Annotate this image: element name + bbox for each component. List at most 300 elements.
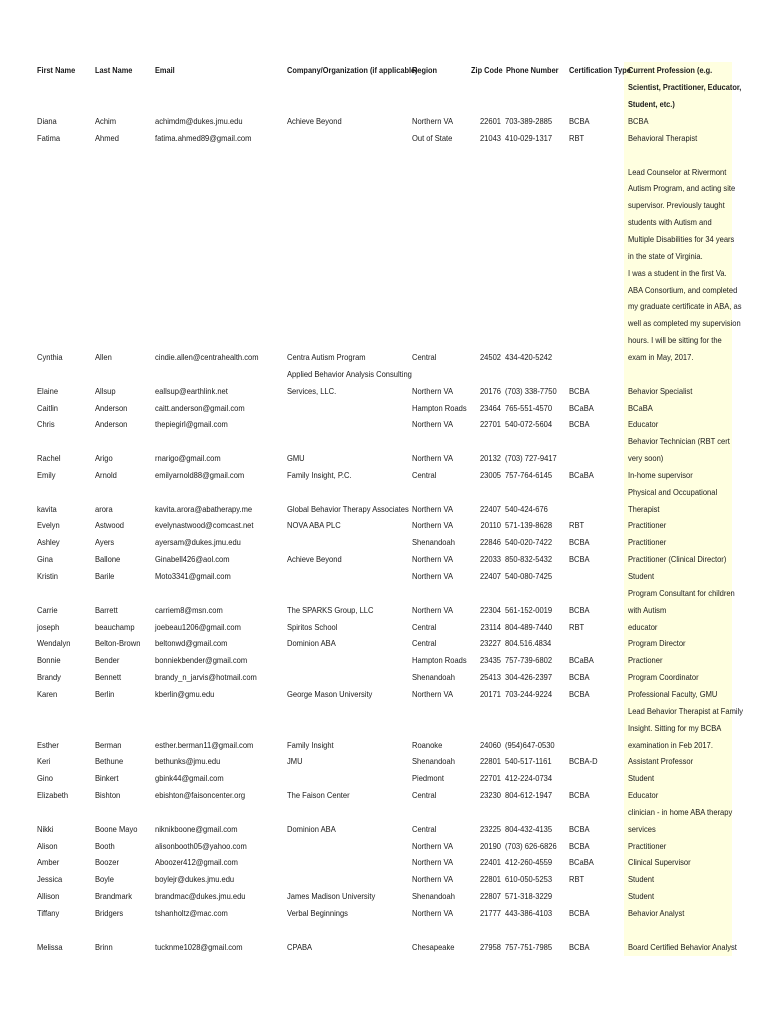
cell-zip-code: 22033 [479,554,501,565]
cell-first-name: Jessica [37,874,63,885]
cell-current-profession: Educator [628,790,659,800]
profession-line [0,130,770,147]
cell-last-name: Booth [95,840,115,851]
profession-line [0,315,770,332]
cell-first-name: Bonnie [37,655,61,666]
cell-email: carriem8@msn.com [155,604,223,615]
cell-current-profession: Practitioner [628,520,667,531]
cell-current-profession: Board Certified Behavior Analyst [628,941,737,952]
cell-first-name: Evelyn [37,520,60,531]
header-certification-type: Certification Type [569,65,631,75]
cell-first-name: Rachel [37,453,61,463]
header-email: Email [155,65,175,75]
cell-region: Piedmont [412,773,444,784]
cell-region: Northern VA [412,419,454,430]
cell-email: gbink44@gmail.com [155,773,224,784]
cell-current-profession: Educator [628,419,659,430]
cell-company: Verbal Beginnings [287,908,348,918]
cell-last-name: Ahmed [95,132,119,143]
cell-current-profession: Practitioner (Clinical Director) [628,554,727,565]
cell-zip-code: 21777 [479,908,501,918]
cell-current-profession: Student [628,874,655,885]
profession-line [0,197,770,214]
cell-zip-code: 20176 [479,385,501,396]
cell-phone-number: (954)647-0530 [505,739,555,750]
cell-first-name: Chris [37,419,55,430]
cell-certification-type: RBT [569,132,585,143]
cell-certification-type: BCBA [569,908,590,918]
cell-email: bethunks@jmu.edu [155,756,221,767]
cell-email: Ginabell426@aol.com [155,554,230,565]
cell-first-name: Emily [37,469,56,480]
cell-zip-code: 23230 [479,790,501,800]
cell-email: esther.berman11@gmail.com [155,739,254,750]
profession-line [0,113,770,130]
cell-phone-number: 703-389-2885 [505,116,553,126]
cell-certification-type: BCBA-D [569,756,598,767]
cell-phone-number: 540-020-7422 [505,537,553,548]
cell-email: beltonwd@gmail.com [155,638,228,649]
cell-first-name: Alison [37,840,58,851]
cell-region: Northern VA [412,520,454,531]
cell-last-name: Achim [95,116,117,126]
profession-line [0,787,770,804]
cell-zip-code: 23227 [479,638,501,649]
cell-phone-number: 757-764-6145 [505,469,553,480]
cell-zip-code: 20132 [479,453,501,463]
cell-phone-number: 571-318-3229 [505,891,553,902]
cell-company: George Mason University [287,688,373,699]
cell-company: JMU [287,756,303,767]
cell-last-name: Barile [95,571,115,581]
cell-zip-code: 22801 [479,756,501,767]
profession-line [0,602,770,619]
cell-company: Dominion ABA [287,638,336,649]
cell-email: ebishton@faisoncenter.org [155,790,246,800]
cell-email: cindie.allen@centrahealth.com [155,351,259,362]
cell-phone-number: 540-517-1161 [505,756,552,767]
cell-zip-code: 20190 [479,840,501,851]
profession-line [0,854,770,871]
cell-last-name: Berlin [95,688,115,699]
cell-certification-type: BCBA [569,604,590,615]
cell-last-name: Bridgers [95,908,124,918]
cell-certification-type: BCBA [569,688,590,699]
profession-line [0,821,770,838]
cell-company: Global Behavior Therapy Associates [287,503,409,514]
profession-line [0,703,770,720]
cell-current-profession: In-home supervisor [628,469,693,480]
cell-last-name: Boozer [95,857,119,868]
cell-current-profession: supervisor. Previously taught [628,200,725,211]
profession-line [0,214,770,231]
cell-last-name: arora [95,503,113,514]
cell-region: Chesapeake [412,941,455,952]
cell-region: Northern VA [412,604,454,615]
cell-first-name: Fatima [37,132,61,143]
cell-company: Dominion ABA [287,823,336,834]
cell-current-profession: BCBA [628,116,649,126]
cell-current-profession: I was a student in the first Va. [628,267,727,278]
cell-certification-type: BCBA [569,554,590,565]
cell-current-profession: Behavior Specialist [628,385,693,396]
cell-current-profession: BCaBA [628,402,653,413]
cell-current-profession: Behavior Technician (RBT cert [628,436,730,447]
cell-certification-type: BCBA [569,823,590,834]
cell-last-name: Belton-Brown [95,638,141,649]
cell-current-profession: exam in May, 2017. [628,351,694,362]
cell-phone-number: (703) 727-9417 [505,453,557,463]
cell-phone-number: 540-072-5604 [505,419,553,430]
cell-current-profession: my graduate certificate in ABA, as [628,301,742,312]
cell-region: Central [412,351,437,362]
cell-zip-code: 22846 [479,537,501,548]
cell-company: The Faison Center [287,790,350,800]
cell-certification-type: BCaBA [569,655,594,666]
profession-line [0,635,770,652]
cell-phone-number: 412-224-0734 [505,773,553,784]
cell-current-profession: Lead Behavior Therapist at Family [628,705,744,716]
header-current-profession: Current Profession (e.g. [628,65,713,75]
cell-current-profession: Insight. Sitting for my BCBA [628,722,722,733]
profession-line [0,298,770,315]
cell-last-name: Allsup [95,385,116,396]
cell-company: Family Insight, P.C. [287,469,352,480]
profession-line [0,265,770,282]
cell-email: joebeau1206@gmail.com [155,621,241,632]
profession-line [0,416,770,433]
cell-certification-type: RBT [569,520,585,531]
profession-line [0,450,770,467]
cell-email: alisonbooth05@yahoo.com [155,840,247,851]
cell-current-profession: Multiple Disabilities for 34 years [628,234,735,244]
cell-zip-code: 22601 [479,116,501,126]
cell-region: Central [412,790,437,800]
cell-current-profession: with Autism [628,604,667,615]
cell-region: Northern VA [412,385,454,396]
header-current-profession-line-2: Scientist, Practitioner, Educator, [628,82,742,92]
cell-current-profession: Assistant Professor [628,756,694,767]
cell-first-name: Allison [37,891,60,902]
cell-current-profession: Program Director [628,638,686,649]
profession-line [0,720,770,737]
cell-current-profession: Physical and Occupational [628,486,718,497]
cell-zip-code: 22801 [479,874,501,885]
cell-current-profession: students with Autism and [628,217,712,228]
cell-last-name: Ballone [95,554,121,565]
cell-phone-number: 804-432-4135 [505,823,553,834]
cell-current-profession: Program Consultant for children [628,587,735,598]
cell-company: GMU [287,453,305,463]
profession-line [0,686,770,703]
header-row [0,62,770,79]
cell-current-profession: Practitioner [628,840,667,851]
cell-zip-code: 23464 [479,402,501,413]
cell-region: Shenandoah [412,672,455,683]
cell-email: tucknme1028@gmail.com [155,941,243,952]
cell-first-name: Wendalyn [37,638,71,649]
cell-last-name: Bishton [95,790,121,800]
cell-current-profession: Lead Counselor at Rivermont [628,166,727,177]
cell-zip-code: 25413 [479,672,501,683]
cell-last-name: Berman [95,739,122,750]
cell-current-profession: services [628,823,656,834]
cell-phone-number: 757-739-6802 [505,655,553,666]
cell-zip-code: 22401 [479,857,501,868]
cell-email: eallsup@earthlink.net [155,385,228,396]
cell-last-name: Boyle [95,874,114,885]
cell-region: Northern VA [412,554,454,565]
cell-current-profession: clinician - in home ABA therapy [628,806,733,817]
cell-last-name: Astwood [95,520,125,531]
profession-line [0,770,770,787]
cell-first-name: Elizabeth [37,790,69,800]
cell-region: Roanoke [412,739,443,750]
cell-region: Out of State [412,132,453,143]
cell-first-name: Tiffany [37,908,60,918]
cell-region: Hampton Roads [412,402,467,413]
cell-email: boylejr@dukes.jmu.edu [155,874,235,885]
cell-region: Shenandoah [412,537,455,548]
profession-line [0,753,770,770]
profession-line [0,838,770,855]
profession-line [0,517,770,534]
profession-line [0,248,770,265]
cell-first-name: Gino [37,773,53,784]
cell-zip-code: 22701 [479,419,501,430]
cell-company: James Madison University [287,891,376,902]
cell-last-name: Arigo [95,453,113,463]
cell-last-name: Bethune [95,756,124,767]
cell-first-name: Cynthia [37,351,63,362]
profession-line [0,551,770,568]
cell-company: Centra Autism Program [287,351,366,362]
cell-current-profession: in the state of Virginia. [628,250,703,261]
profession-line [0,383,770,400]
profession-line [0,282,770,299]
profession-line [0,433,770,450]
cell-phone-number: 571-139-8628 [505,520,553,531]
cell-region: Hampton Roads [412,655,467,666]
cell-phone-number: 434-420-5242 [505,351,553,362]
profession-line [0,737,770,754]
cell-first-name: Kristin [37,571,59,581]
profession-line [0,939,770,956]
cell-first-name: Gina [37,554,53,565]
cell-email: achimdm@dukes.jmu.edu [155,116,243,126]
cell-phone-number: 540-080-7425 [505,571,553,581]
cell-certification-type: RBT [569,621,585,632]
cell-current-profession: hours. I will be sitting for the [628,335,722,346]
cell-zip-code: 22407 [479,503,501,514]
cell-first-name: Keri [37,756,51,767]
cell-company: Services, LLC. [287,385,337,396]
cell-phone-number: 412-260-4559 [505,857,553,868]
cell-first-name: Esther [37,739,59,750]
cell-phone-number: 850-832-5432 [505,554,553,565]
cell-phone-number: 804.516.4834 [505,638,552,649]
profession-line [0,332,770,349]
cell-phone-number: 410-029-1317 [505,132,553,143]
cell-zip-code: 20171 [479,688,501,699]
cell-first-name: Elaine [37,385,59,396]
cell-phone-number: 765-551-4570 [505,402,553,413]
cell-current-profession: Autism Program, and acting site [628,183,736,194]
cell-current-profession: Student [628,773,655,784]
cell-current-profession: Student [628,571,655,581]
cell-email: brandy_n_jarvis@hotmail.com [155,672,257,683]
cell-last-name: beauchamp [95,621,135,632]
profession-line [0,180,770,197]
cell-first-name: joseph [37,621,60,632]
cell-certification-type: BCBA [569,790,590,800]
cell-region: Shenandoah [412,756,455,767]
cell-email: tshanholtz@mac.com [155,908,228,918]
cell-phone-number: 804-612-1947 [505,790,553,800]
cell-certification-type: BCBA [569,941,590,952]
cell-email: emilyarnold88@gmail.com [155,469,245,480]
cell-email: kavita.arora@abatherapy.me [155,503,253,514]
cell-zip-code: 21043 [479,132,501,143]
cell-first-name: Caitlin [37,402,59,413]
cell-email: niknikboone@gmail.com [155,823,238,834]
cell-company: CPABA [287,941,313,952]
cell-email: rnarigo@gmail.com [155,453,221,463]
cell-current-profession: Behavior Analyst [628,908,685,918]
cell-last-name: Arnold [95,469,117,480]
cell-phone-number: 443-386-4103 [505,908,553,918]
cell-current-profession: Therapist [628,503,660,514]
cell-first-name: Nikki [37,823,54,834]
cell-last-name: Anderson [95,402,128,413]
cell-phone-number: 610-050-5253 [505,874,553,885]
profession-line [0,888,770,905]
cell-certification-type: BCaBA [569,857,594,868]
cell-certification-type: BCBA [569,419,590,430]
profession-line [0,484,770,501]
cell-current-profession: Behavioral Therapist [628,132,698,143]
profession-line [0,669,770,686]
table-row [0,366,770,383]
cell-certification-type: BCBA [569,385,590,396]
cell-phone-number: 804-489-7440 [505,621,553,632]
cell-current-profession: well as completed my supervision [628,318,741,329]
cell-last-name: Boone Mayo [95,823,138,834]
cell-first-name: Karen [37,688,58,699]
profession-line [0,501,770,518]
cell-region: Northern VA [412,874,454,885]
profession-line [0,467,770,484]
header-company: Company/Organization (if applicable) [287,65,418,75]
cell-zip-code: 23225 [479,823,501,834]
cell-company: The SPARKS Group, LLC [287,604,374,615]
cell-region: Central [412,823,437,834]
cell-email: kberlin@gmu.edu [155,688,215,699]
profession-line [0,568,770,585]
cell-first-name: Diana [37,116,57,126]
profession-line [0,652,770,669]
cell-company: Achieve Beyond [287,554,342,565]
cell-certification-type: BCBA [569,537,590,548]
cell-zip-code: 22701 [479,773,501,784]
profession-line [0,905,770,922]
cell-current-profession: Program Coordinator [628,672,699,683]
cell-phone-number: 757-751-7985 [505,941,553,952]
header-row-2 [0,79,770,96]
cell-region: Northern VA [412,857,454,868]
cell-current-profession: examination in Feb 2017. [628,739,713,750]
cell-last-name: Allen [95,351,112,362]
cell-current-profession: very soon) [628,453,664,463]
cell-email: Moto3341@gmail.com [155,571,231,581]
profession-line [0,349,770,366]
cell-zip-code: 24060 [479,739,501,750]
header-row-3 [0,96,770,113]
cell-region: Northern VA [412,908,454,918]
cell-first-name: Carrie [37,604,58,615]
cell-region: Northern VA [412,688,454,699]
cell-zip-code: 22304 [479,604,501,615]
cell-phone-number: 304-426-2397 [505,672,553,683]
cell-first-name: kavita [37,503,57,514]
profession-line [0,804,770,821]
cell-current-profession: Student [628,891,655,902]
cell-email: thepiegirl@gmail.com [155,419,228,430]
cell-email: Aboozer412@gmail.com [155,857,238,868]
cell-phone-number: 561-152-0019 [505,604,553,615]
cell-current-profession: educator [628,621,658,632]
cell-zip-code: 20110 [480,520,501,531]
cell-company: Spiritos School [287,621,338,632]
cell-zip-code: 23005 [479,469,501,480]
cell-last-name: Brandmark [95,891,132,902]
cell-first-name: Amber [37,857,60,868]
cell-email: bonniekbender@gmail.com [155,655,248,666]
cell-last-name: Binkert [95,773,119,784]
cell-region: Northern VA [412,571,454,581]
cell-last-name: Bennett [95,672,122,683]
header-last-name: Last Name [95,65,133,75]
profession-line [0,871,770,888]
cell-certification-type: BCBA [569,840,590,851]
cell-current-profession: ABA Consortium, and completed [628,284,738,295]
cell-region: Central [412,469,437,480]
profession-line [0,164,770,181]
profession-line [0,534,770,551]
cell-phone-number: (703) 626-6826 [505,840,557,851]
cell-region: Central [412,638,437,649]
profession-line [0,585,770,602]
cell-region: Northern VA [412,840,454,851]
header-first-name: First Name [37,65,76,75]
cell-last-name: Anderson [95,419,128,430]
cell-current-profession: Clinical Supervisor [628,857,691,868]
cell-email: fatima.ahmed89@gmail.com [155,132,252,143]
cell-first-name: Brandy [37,672,61,683]
cell-first-name: Ashley [37,537,60,548]
profession-line [0,231,770,248]
cell-company: Family Insight [287,739,334,750]
cell-certification-type: BCBA [569,672,590,683]
cell-current-profession: Professional Faculty, GMU [628,688,718,699]
cell-certification-type: BCaBA [569,402,594,413]
cell-email: ayersam@dukes.jmu.edu [155,537,241,548]
cell-email: caitt.anderson@gmail.com [155,402,245,413]
cell-zip-code: 22407 [479,571,501,581]
cell-current-profession: Practitioner [628,537,667,548]
cell-last-name: Brinn [95,941,113,952]
cell-region: Northern VA [412,116,454,126]
